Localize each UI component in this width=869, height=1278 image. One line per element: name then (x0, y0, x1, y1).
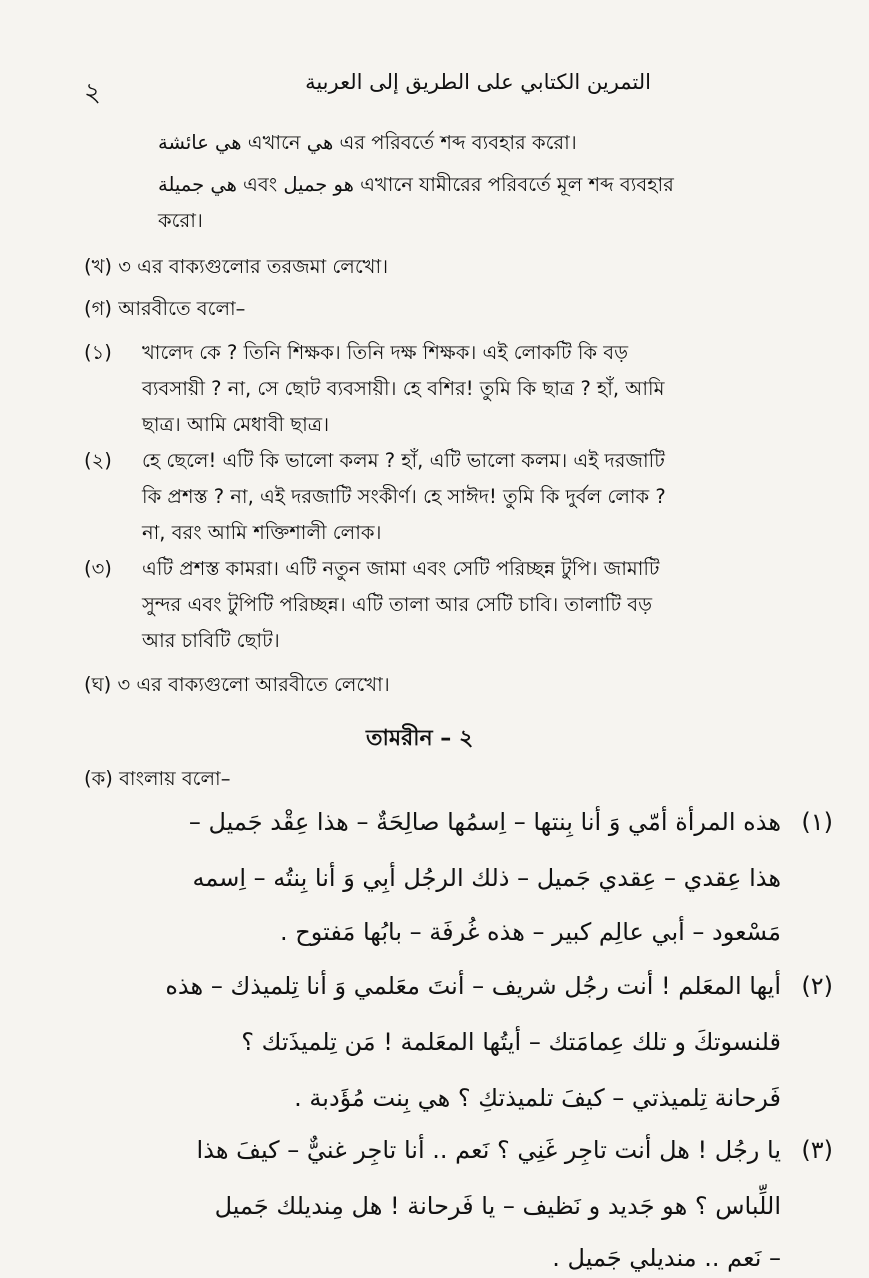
intro-line: هي عائشة এখানে هي এর পরিবর্তে শব্দ ব্যবহার করো। (158, 131, 577, 154)
running-title: التمرين الكتابي على الطريق إلى العربية (305, 70, 651, 94)
arabic-item-line: قلنسوتكَ و تلك عِمامَتك – أيتُها المعَلمة ! مَن تِلميذَتك ؟ (241, 1028, 781, 1056)
task-label: (ঘ) (84, 673, 112, 696)
bengali-item-label: (২) (84, 449, 112, 472)
arabic-item-line: اللِّباس ؟ هو جَديد و نَظيف – يا فَرحانة ! هل مِنديلك جَميل (214, 1192, 781, 1220)
intro-line: هي جميلة এবং هو جميل এখানে যামীরের পরিবর্তে মূল শব্দ ব্যবহার (158, 173, 674, 196)
task-text: ৩ এর বাক্যগুলো আরবীতে লেখো। (117, 673, 390, 696)
task-kha (84, 252, 388, 282)
section-heading: তামরীন – ২ (366, 726, 474, 751)
bengali-item-line: খালেদ কে ? তিনি শিক্ষক। তিনি দক্ষ শিক্ষক। এই লোকটি কি বড় (142, 341, 629, 364)
arabic-item-line: أيها المعَلم ! أنت رجُل شريف – أنتَ معَلمي وَ أنا تِلميذك – هذه (165, 972, 781, 1000)
arabic-item-line: مَسْعود – أبي عالِم كبير – هذه غُرفَة – بابُها مَفتوح . (279, 918, 781, 946)
bengali-item-line: না, বরং আমি শক্তিশালী লোক। (142, 521, 382, 544)
arabic-item-line: فَرحانة تِلميذتي – كيفَ تلميذتكِ ؟ هي بِنت مُؤَدبة . (294, 1084, 781, 1112)
arabic-item-line: هذه المرأة أمّي وَ أنا بِنتها – اِسمُها صالِحَةٌ – هذا عِقْد جَميل – (188, 808, 781, 836)
bengali-item-line: হে ছেলে! এটি কি ভালো কলম ? হাঁ, এটি ভালো কলম। এই দরজাটি (142, 449, 665, 472)
bengali-item-label: (৩) (84, 557, 112, 580)
task-ga (84, 294, 245, 324)
bengali-item-line: ব্যবসায়ী ? না, সে ছোট ব্যবসায়ী। হে বশির! তুমি কি ছাত্র ? হাঁ, আমি (142, 377, 665, 400)
bengali-item-line: ছাত্র। আমি মেধাবী ছাত্র। (142, 413, 330, 436)
task-label: (ক) (84, 767, 113, 790)
arabic-item-line: يا رجُل ! هل أنت تاجِر غَنِي ؟ نَعم .. أنا تاجِر غنيٌّ – كيفَ هذا (196, 1136, 781, 1164)
intro-line: করো। (158, 209, 203, 232)
bengali-item-line: কি প্রশস্ত ? না, এই দরজাটি সংকীর্ণ। হে সাঈদ! তুমি কি দুর্বল লোক ? (142, 485, 666, 508)
page-header (0, 70, 869, 106)
task-text: আরবীতে বলো– (118, 297, 246, 320)
task-text: ৩ এর বাক্যগুলোর তরজমা লেখো। (118, 255, 389, 278)
task-label: (খ) (84, 255, 113, 278)
task-label: (গ) (84, 297, 112, 320)
bengali-item-label: (১) (84, 341, 112, 364)
bengali-item-line: আর চাবিটি ছোট। (142, 629, 280, 652)
arabic-item-label: (١) (801, 808, 833, 836)
task-text: বাংলায় বলো– (119, 767, 231, 790)
arabic-item-label: (٢) (801, 972, 833, 1000)
bengali-item-line: এটি প্রশস্ত কামরা। এটি নতুন জামা এবং সেটি পরিচ্ছন্ন টুপি। জামাটি (142, 557, 660, 580)
bengali-item-line: সুন্দর এবং টুপিটি পরিচ্ছন্ন। এটি তালা আর সেটি চাবি। তালাটি বড় (142, 593, 653, 616)
arabic-item-label: (٣) (801, 1136, 833, 1164)
task-gha (84, 670, 390, 700)
arabic-item-line: – نَعم .. منديلي جَميل . (552, 1244, 781, 1272)
task-ka (84, 764, 230, 794)
arabic-item-line: هذا عِقدي – عِقدي جَميل – ذلك الرجُل أبِي وَ أنا بِنتُه – اِسمه (192, 864, 781, 892)
page-number: ২ (84, 78, 101, 108)
